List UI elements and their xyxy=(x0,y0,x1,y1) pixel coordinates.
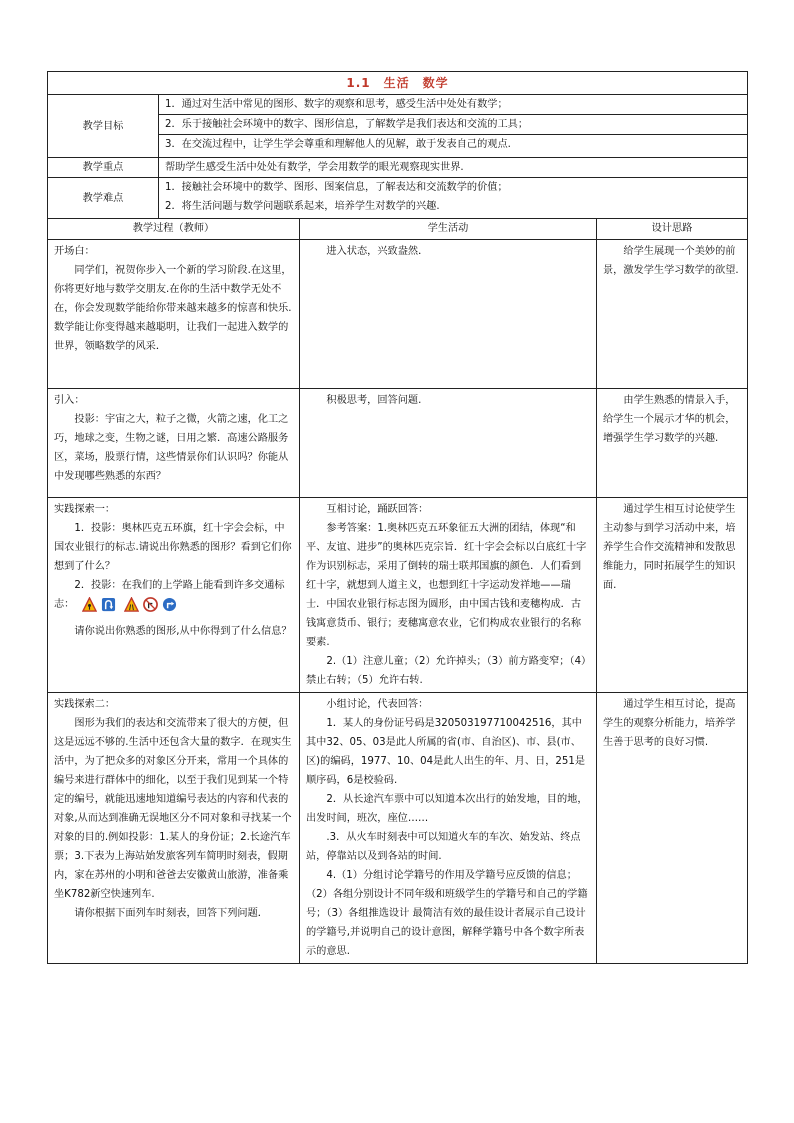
design-cell xyxy=(597,693,748,964)
teacher-text: 图形为我们的表达和交流带来了很大的方便，但这是远远不够的.生活中还包含大量的数字．在现实生活中，为了把众多的对象区分开来，常用一个具体的编号来进行群体中的细化，以至于我们见到某一个特定的编号，就能迅速地知道编号表达的内容和代表的对象,从而达到准确无误地区分不同对象和寻找某一个对象的目的.例如投影：1.某人的身份证；2.长途汽车票；3.下表为上海站始发旅客列车简明时刻表，假期内，家在苏州的小明和爸爸去安徽黄山旅游，准备乘坐K782新空快速列车. xyxy=(54,718,292,900)
page-title: 1.1 生活 数学 xyxy=(48,72,748,95)
header-student: 学生活动 xyxy=(300,219,597,240)
design-cell xyxy=(597,498,748,693)
design-cell xyxy=(597,389,748,498)
teacher-text: 投影：宇宙之大，粒子之微，火箭之速，化工之巧，地球之变，生物之谜，日用之繁．高速公路服务区，菜场，股票行情，这些情景你们认识吗？你能从中发现哪些熟悉的东西？ xyxy=(54,414,289,482)
design-text: 通过学生相互讨论使学生主动参与到学习活动中来，培养学生合作交流精神和发散思维能力，同时拓展学生的知识面. xyxy=(603,504,736,591)
table-row xyxy=(48,498,748,693)
teacher-cell xyxy=(48,389,300,498)
lesson-plan xyxy=(47,71,747,964)
sign-shape xyxy=(125,597,138,610)
difficulty-item: 2．将生活问题与数学问题联系起来，培养学生对数学的兴趣. xyxy=(165,201,440,212)
student-text: 进入状态，兴致盎然． xyxy=(326,246,429,257)
student-text: 参考答案：1.奥林匹克五环象征五大洲的团结，体现“和平、友谊、进步”的奥林匹克宗旨．红十字会会标以白底红十字作为识别标志，采用了倒转的瑞士联邦国旗的颜色．人们看到红十字，就想到人道主义，也想到红十字运动发祥地——瑞士．中国农业银行标志图为圆形，由中国古钱和麦穗构成．古钱寓意货币、银行；麦穗寓意农业，它们构成农业银行的名称要素. xyxy=(306,523,587,648)
teacher-heading: 实践探索二： xyxy=(54,699,116,710)
header-design: 设计思路 xyxy=(597,219,748,240)
children-sign-icon xyxy=(82,597,97,612)
design-cell xyxy=(597,240,748,389)
teacher-cell xyxy=(48,240,300,389)
teacher-heading: 引入： xyxy=(54,395,85,406)
sign-shape xyxy=(102,597,115,610)
student-cell xyxy=(300,498,597,693)
goal-item: 3．在交流过程中，让学生学会尊重和理解他人的见解，敢于发表自己的观点. xyxy=(159,134,747,154)
sign-shape xyxy=(163,597,176,610)
goals-label: 教学目标 xyxy=(48,95,159,158)
student-text: 4.（1）分组讨论学籍号的作用及学籍号应反馈的信息；（2）各组分别设计不同年级和班级学生的学籍号和自己的学籍号；（3）各组推选设计 最简洁有效的最佳设计者展示自己设计的学籍号,并说明自己的设计意图，解释学籍号中各个数字所表示的意思. xyxy=(306,870,588,957)
teacher-cell xyxy=(48,693,300,964)
traffic-signs xyxy=(82,597,177,612)
student-cell xyxy=(300,240,597,389)
teacher-heading: 开场白： xyxy=(54,246,95,257)
student-text: 1．某人的身份证号码是320503197710042516，其中其中32、05、03是此人所属的省(市、自治区)、市、县(市、区)的编码，1977、10、04是此人出生的年、月、日，251是顺序码，6是校验码. xyxy=(306,718,586,786)
no-right-turn-sign-icon xyxy=(143,597,158,612)
student-text: 积极思考，回答问题. xyxy=(326,395,422,406)
teacher-heading: 实践探索一： xyxy=(54,504,116,515)
student-text: 2．从长途汽车票中可以知道本次出行的始发地，目的地，出发时间，班次，座位…… xyxy=(306,794,588,824)
header-teacher: 教学过程（教师） xyxy=(48,219,300,240)
table-row xyxy=(48,240,748,389)
right-turn-allowed-sign-icon xyxy=(162,597,177,612)
student-heading: 互相讨论，踊跃回答： xyxy=(326,504,429,515)
student-cell xyxy=(300,389,597,498)
teacher-text: 同学们，祝贺你步入一个新的学习阶段.在这里，你将更好地与数学交朋友.在你的生活中数学无处不在，你会发现数学能给你带来越来越多的惊喜和快乐.数学能让你变得越来越聪明，让我们一起进入数学的世界，领略数学的风采． xyxy=(54,265,292,352)
table-row xyxy=(48,389,748,498)
teacher-text: 请你说出你熟悉的图形,从中你得到了什么信息？ xyxy=(74,626,292,637)
goal-item: 1．通过对生活中常见的图形、数字的观察和思考，感受生活中处处有数学； xyxy=(165,99,508,110)
teacher-text-sign-prompt: 2．投影：在我们的上学路上能看到许多交通标志： xyxy=(54,580,285,610)
u-turn-sign-icon xyxy=(101,597,116,612)
difficulty-content xyxy=(159,178,748,219)
goal-item: 2．乐于接触社会环境中的数字、图形信息，了解数学是我们表达和交流的工具； xyxy=(159,114,747,134)
student-text: 2.（1）注意儿童；（2）允许掉头；（3）前方路变窄；（4）禁止右转；（5）允许右转. xyxy=(306,656,587,686)
difficulty-item: 1．接触社会环境中的数学、图形、图案信息，了解表达和交流数学的价值； xyxy=(165,182,508,193)
key-point-text: 帮助学生感受生活中处处有数学，学会用数学的眼光观察现实世界. xyxy=(159,158,748,178)
design-text: 通过学生相互讨论，提高学生的观察分析能力，培养学生善于思考的良好习惯. xyxy=(603,699,736,748)
goals-content xyxy=(159,95,748,158)
teacher-text: 请你根据下面列车时刻表，回答下列问题． xyxy=(74,908,268,919)
student-cell xyxy=(300,693,597,964)
table-row xyxy=(48,693,748,964)
key-point-label: 教学重点 xyxy=(48,158,159,178)
road-narrows-sign-icon xyxy=(124,597,139,612)
student-heading: 小组讨论，代表回答： xyxy=(326,699,429,710)
design-text: 给学生展现一个美妙的前景，激发学生学习数学的欲望. xyxy=(603,246,739,276)
student-text: .3．从火车时刻表中可以知道火车的车次、始发站、终点站，停靠站以及到各站的时间. xyxy=(306,832,581,862)
teacher-text xyxy=(54,576,293,614)
difficulty-label: 教学难点 xyxy=(48,178,159,219)
teacher-cell xyxy=(48,498,300,693)
teacher-text: 1．投影：奥林匹克五环旗，红十字会会标，中国农业银行的标志.请说出你熟悉的图形？看到它们你想到了什么？ xyxy=(54,523,292,572)
lesson-table xyxy=(47,71,748,964)
design-text: 由学生熟悉的情景入手，给学生一个展示才华的机会，增强学生学习数学的兴趣. xyxy=(603,395,736,444)
